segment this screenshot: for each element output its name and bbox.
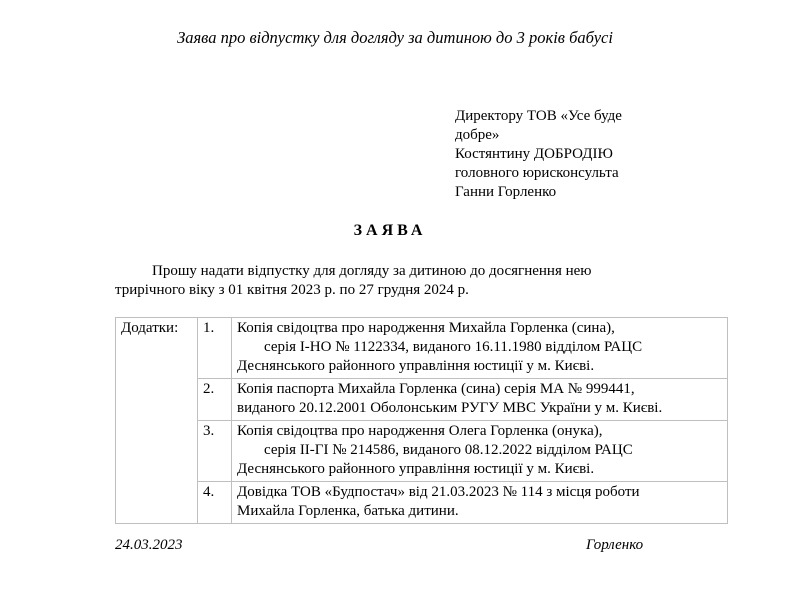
- attachment-text: [232, 421, 728, 482]
- attachment-text: [232, 379, 728, 421]
- attachment-line: Михайла Горленка, батька дитини.: [237, 503, 459, 519]
- table-row: [116, 379, 728, 421]
- request-paragraph: [115, 262, 655, 300]
- attachment-line: Деснянського районного управління юстиції у м. Києві.: [237, 461, 595, 477]
- attachment-line: Копія паспорта Михайла Горленка (сина) серія МА № 999441,: [237, 381, 635, 397]
- request-line: Прошу надати відпустку для догляду за дитиною до досягнення нею: [152, 263, 592, 279]
- addressee-line: добре»: [455, 127, 500, 143]
- table-row: [116, 318, 728, 379]
- attachment-text: [232, 318, 728, 379]
- document-heading: ЗАЯВА: [353, 222, 427, 239]
- attachment-text: [232, 482, 728, 524]
- attachment-number: 3.: [198, 421, 232, 482]
- attachment-number: 4.: [198, 482, 232, 524]
- attachment-line: Копія свідоцтва про народження Олега Горленка (онука),: [237, 423, 603, 439]
- request-line: трирічного віку з 01 квітня 2023 р. по 27 грудня 2024 р.: [115, 282, 469, 298]
- attachment-line: серія І-НО № 1122334, виданого 16.11.1980 відділом РАЦС: [264, 339, 643, 355]
- addressee-line: головного юрисконсульта: [455, 165, 619, 181]
- attachment-line: Копія свідоцтва про народження Михайла Горленка (сина),: [237, 320, 615, 336]
- table-row: [116, 482, 728, 524]
- document-title: Заява про відпустку для догляду за дитиною до 3 років бабусі: [177, 28, 613, 47]
- table-row: [116, 421, 728, 482]
- addressee-line: Костянтину ДОБРОДІЮ: [455, 146, 613, 162]
- attachment-line: виданого 20.12.2001 Оболонським РУГУ МВС України у м. Києві.: [237, 400, 663, 416]
- addressee-line: Директору ТОВ «Усе буде: [455, 108, 622, 124]
- attachments-table: [115, 317, 728, 524]
- attachment-line: Довідка ТОВ «Будпостач» від 21.03.2023 № 114 з місця роботи: [237, 484, 640, 500]
- attachment-line: серія ІІ-ГІ № 214586, виданого 08.12.2022 відділом РАЦС: [264, 442, 633, 458]
- document-date: 24.03.2023: [115, 537, 183, 553]
- addressee-line: Ганни Горленко: [455, 184, 557, 200]
- addressee-block: [455, 107, 675, 202]
- attachment-number: 2.: [198, 379, 232, 421]
- attachment-number: 1.: [198, 318, 232, 379]
- attachment-line: Деснянського районного управління юстиції у м. Києві.: [237, 358, 595, 374]
- signature: Горленко: [586, 537, 644, 553]
- attachments-label: Додатки:: [116, 318, 198, 524]
